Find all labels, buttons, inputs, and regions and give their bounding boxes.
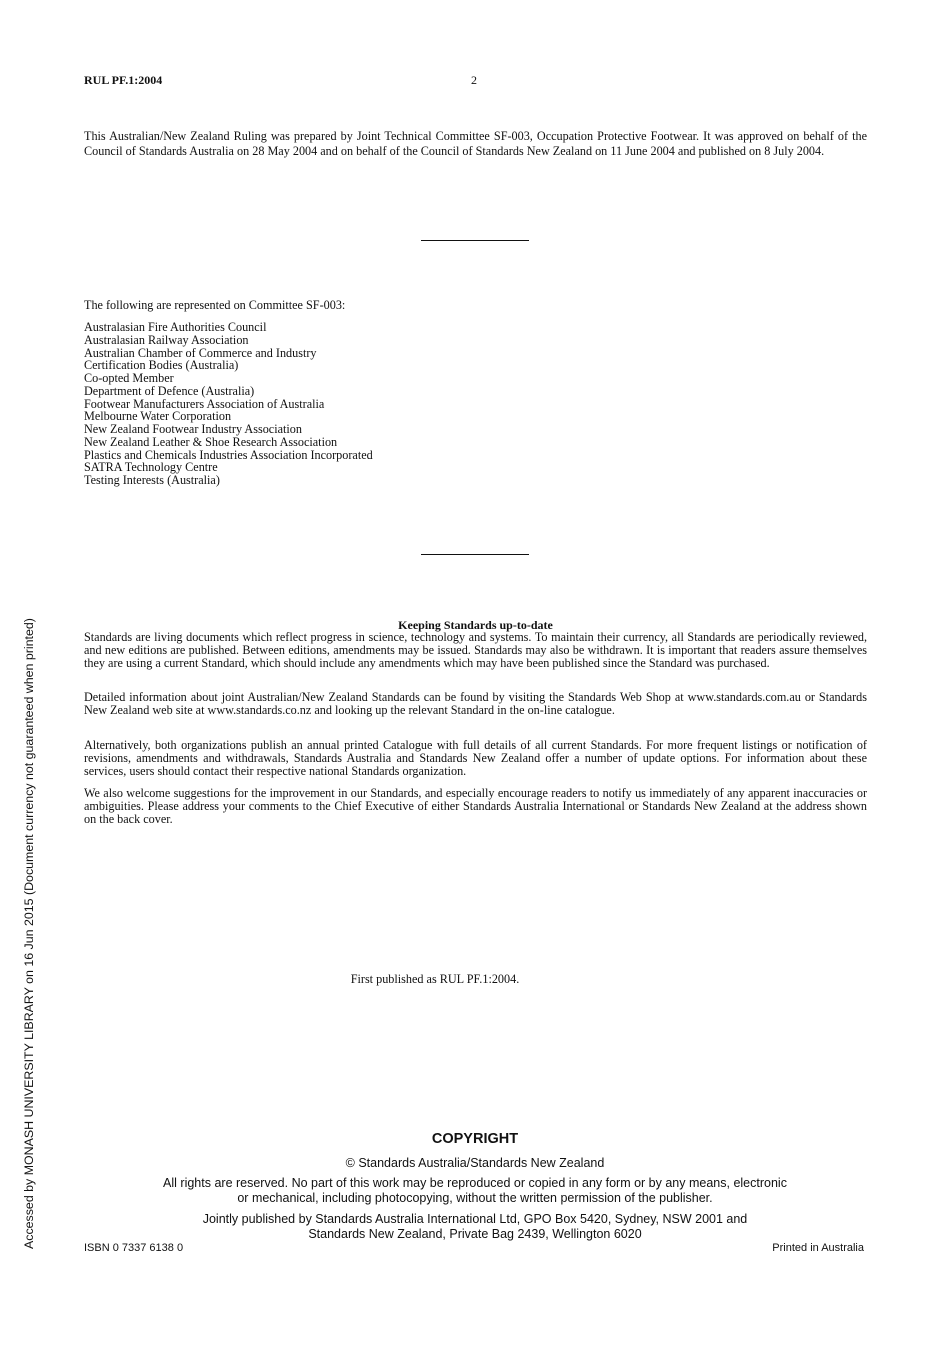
printed-in: Printed in Australia	[772, 1242, 864, 1254]
committee-member: New Zealand Footwear Industry Association	[84, 422, 302, 436]
copyright-rights-line: All rights are reserved. No part of this work may be reproduced or copied in any form or by any means, electronic	[163, 1176, 787, 1190]
publisher-line: Jointly published by Standards Australia International Ltd, GPO Box 5420, Sydney, NSW 2001 and	[202, 1212, 748, 1226]
keeping-standards-paragraph: Detailed information about joint Australian/New Zealand Standards can be found by visiting the Standards Web Shop at www.standards.com.au or Standards New Zealand web site at www.standards.co.nz and looking up the relevant Standard in the on-line catalogue.	[84, 690, 867, 717]
publisher-line: Standards New Zealand, Private Bag 2439, Wellington 6020	[308, 1227, 642, 1241]
committee-intro: The following are represented on Committee SF-003:	[84, 298, 346, 312]
section-divider	[421, 240, 529, 241]
page-number: 2	[471, 73, 477, 87]
committee-member: Footwear Manufacturers Association of Australia	[84, 396, 325, 411]
committee-member: New Zealand Leather & Shoe Research Association	[84, 434, 338, 449]
committee-member: Testing Interests (Australia)	[84, 473, 220, 487]
copyright-owner: © Standards Australia/Standards New Zealand	[345, 1156, 605, 1170]
publisher-info	[0, 1212, 950, 1242]
document-id: RUL PF.1:2004	[84, 73, 163, 87]
committee-member: Certification Bodies (Australia)	[84, 358, 239, 373]
copyright-rights	[0, 1176, 950, 1206]
keeping-standards-paragraph: We also welcome suggestions for the improvement in our Standards, and especially encourage readers to notify us immediately of any apparent inaccuracies or ambiguities. Please address your comments to the Chief Executive of either Standards Australia International or Standards New Zealand at the address shown on the back cover.	[84, 786, 867, 826]
committee-member: Co-opted Member	[84, 371, 174, 385]
keeping-standards-paragraph: Standards are living documents which reflect progress in science, technology and systems. To maintain their currency, all Standards are periodically reviewed, and new editions are published. Between editions, amendments may be issued. Standards may also be withdrawn. It is important that readers assure themselves they are using a current Standard, which should include any amendments which may have been published since the Standard was purchased.	[84, 630, 867, 670]
isbn: ISBN 0 7337 6138 0	[84, 1242, 184, 1254]
committee-member: Department of Defence (Australia)	[84, 383, 255, 398]
committee-member: SATRA Technology Centre	[84, 460, 218, 475]
first-published-note: First published as RUL PF.1:2004.	[350, 972, 520, 986]
keeping-standards-heading: Keeping Standards up-to-date	[398, 618, 553, 632]
preparation-statement: This Australian/New Zealand Ruling was prepared by Joint Technical Committee SF-003, Occupation Protective Footwear. It was approved on behalf of the Council of Standards Australia on 28 May 2004 and on behalf of the Council of Standards New Zealand on 11 June 2004 and published on 8 July 2004.	[84, 129, 867, 158]
committee-member-list	[84, 321, 373, 487]
committee-member: Melbourne Water Corporation	[84, 409, 232, 424]
copyright-heading: COPYRIGHT	[431, 1131, 519, 1147]
committee-member: Plastics and Chemicals Industries Association Incorporated	[84, 447, 373, 462]
keeping-standards-paragraph: Alternatively, both organizations publish an annual printed Catalogue with full details of all current Standards. For more frequent listings or notification of revisions, amendments and withdrawals, Standards Australia and Standards New Zealand offer a number of update options. For information about these services, users should contact their respective national Standards organization.	[84, 738, 867, 778]
section-divider	[421, 554, 529, 555]
committee-member: Australasian Railway Association	[84, 332, 249, 347]
committee-member: Australasian Fire Authorities Council	[84, 320, 267, 334]
copyright-rights-line: or mechanical, including photocopying, without the written permission of the publisher.	[237, 1191, 713, 1205]
committee-member: Australian Chamber of Commerce and Industry	[84, 345, 317, 360]
access-watermark: Accessed by MONASH UNIVERSITY LIBRARY on 16 Jun 2015 (Document currency not guaranteed when printed)	[22, 618, 36, 1249]
